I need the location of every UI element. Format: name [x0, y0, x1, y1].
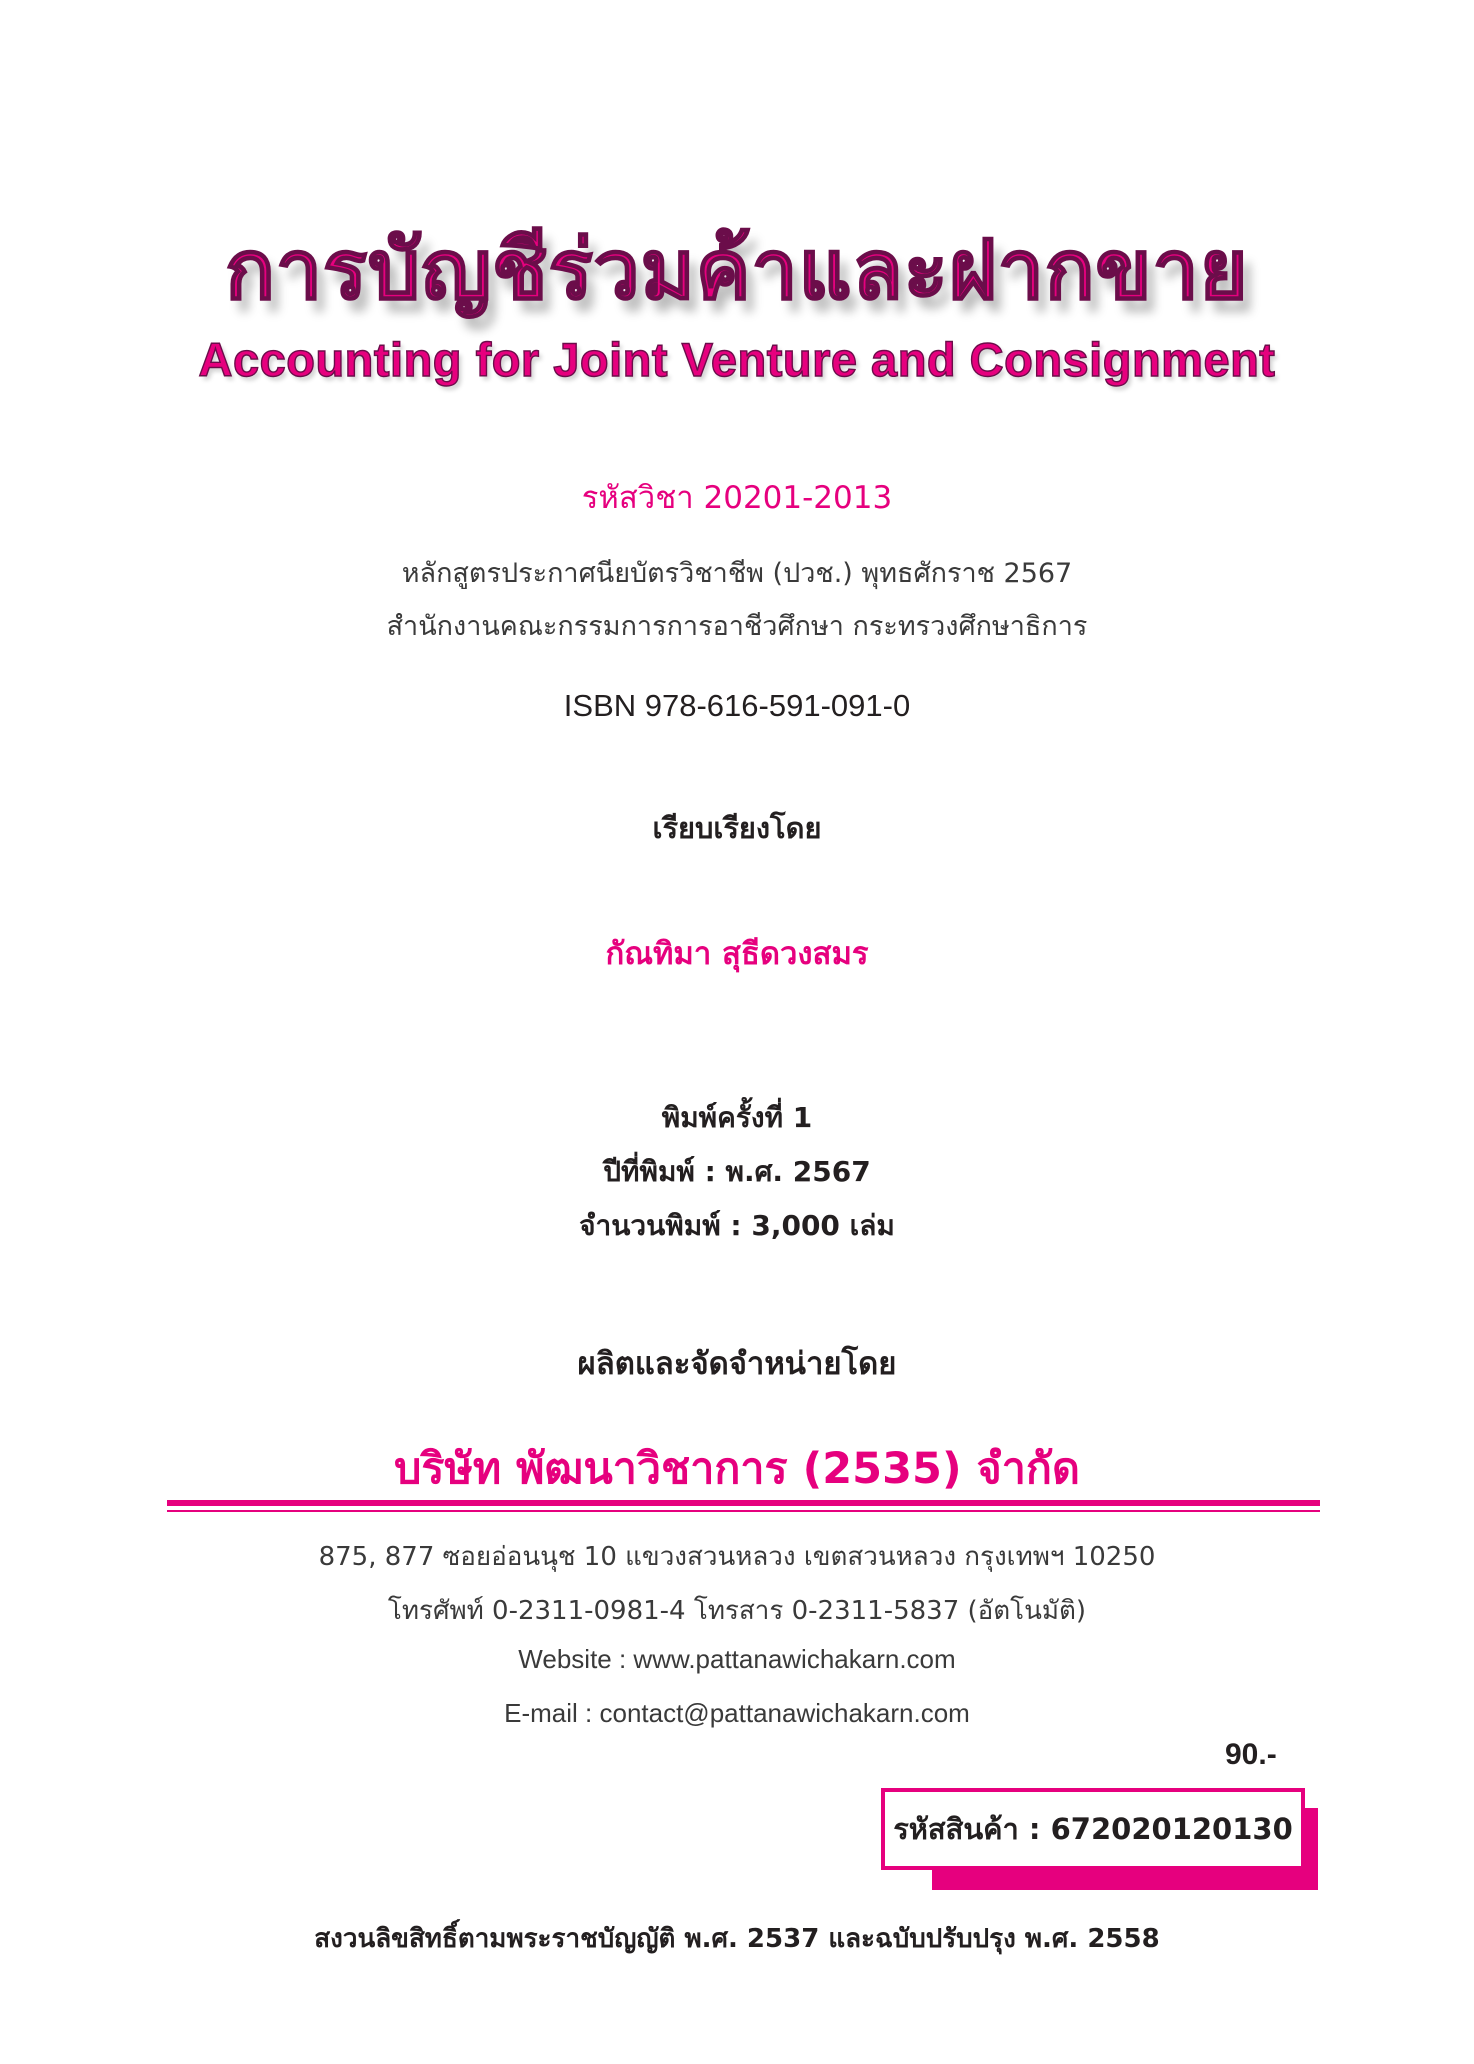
- compiled-by-label: เรียบเรียงโดย: [652, 811, 822, 845]
- print-copies: จำนวนพิมพ์ : 3,000 เล่ม: [579, 1209, 895, 1242]
- publisher-address: 875, 877 ซอยอ่อนนุช 10 แขวงสวนหลวง เขตสวนหลวง กรุงเทพฯ 10250: [318, 1542, 1156, 1572]
- publisher-website: Website : www.pattanawichakarn.com: [518, 1644, 956, 1674]
- title-english: Accounting for Joint Venture and Consignment: [198, 333, 1276, 386]
- divider-thick: [167, 1500, 1320, 1506]
- publisher-name: บริษัท พัฒนาวิชาการ (2535) จำกัด: [394, 1444, 1080, 1494]
- title-thai: การบัญชีร่วมค้าและฝากขาย: [225, 223, 1249, 318]
- author-name: กัณทิมา สุธีดวงสมร: [605, 936, 869, 972]
- print-year: ปีที่พิมพ์ : พ.ศ. 2567: [603, 1155, 871, 1188]
- price: 90.-: [1225, 1738, 1277, 1771]
- product-code-box: [881, 1788, 1305, 1870]
- isbn: ISBN 978-616-591-091-0: [563, 688, 911, 723]
- edition: พิมพ์ครั้งที่ 1: [661, 1101, 813, 1134]
- product-code: รหัสสินค้า : 672020120130: [893, 1812, 1293, 1846]
- curriculum-line-1: หลักสูตรประกาศนียบัตรวิชาชีพ (ปวช.) พุทธศักราช 2567: [401, 558, 1073, 589]
- publisher-email: E-mail : contact@pattanawichakarn.com: [504, 1698, 970, 1728]
- publisher-phone: โทรศัพท์ 0-2311-0981-4 โทรสาร 0-2311-5837 (อัตโนมัติ): [387, 1596, 1087, 1626]
- course-code: รหัสวิชา 20201-2013: [581, 480, 893, 516]
- curriculum-line-2: สำนักงานคณะกรรมการการอาชีวศึกษา กระทรวงศึกษาธิการ: [386, 611, 1088, 642]
- copyright-notice: สงวนลิขสิทธิ์ตามพระราชบัญญัติ พ.ศ. 2537 และฉบับปรับปรุง พ.ศ. 2558: [314, 1924, 1160, 1954]
- divider-thin: [167, 1510, 1320, 1512]
- distributed-by-label: ผลิตและจัดจำหน่ายโดย: [577, 1346, 897, 1382]
